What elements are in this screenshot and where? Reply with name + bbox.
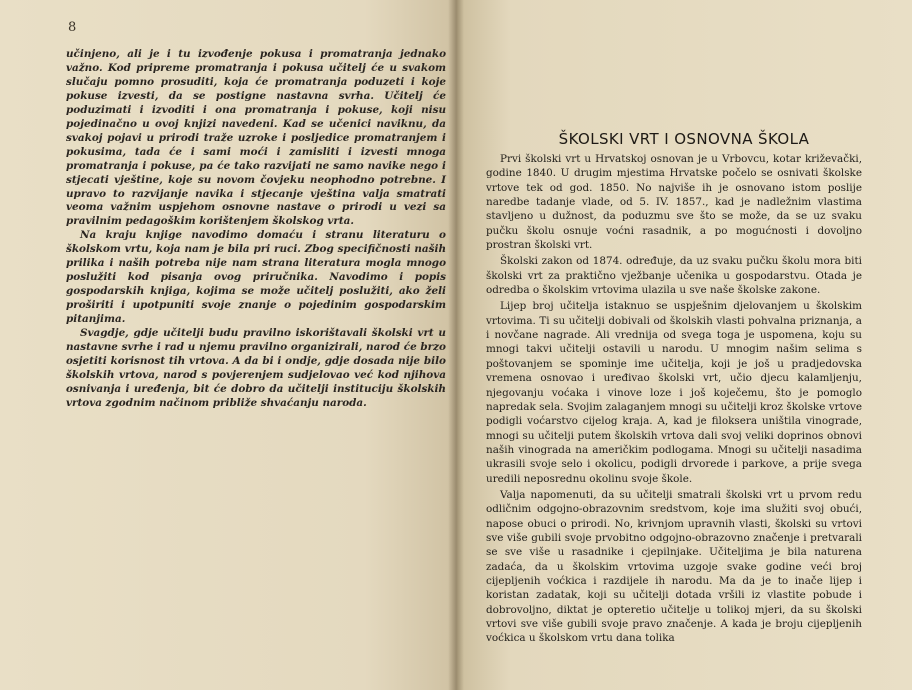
left-page-text — [66, 48, 446, 411]
right-page-text — [486, 152, 862, 646]
left-paragraph: Svagdje, gdje učitelji budu pravilno iskorištavali školski vrt u nastavne svrhe i rad u njemu pravilno organizirali, narod će brzo osjetiti korisnost tih vrtova. A da bi i ondje, gdje dosada nije bilo školskih vrtova, narod s povjerenjem sudjelovao već kod njihova osnivanja i uređenja, bit će dobro da učitelji instituciju školskih vrtova zgodnim načinom približe shvaćanju naroda. — [66, 327, 446, 409]
right-paragraph: Valja napomenuti, da su učitelji smatrali školski vrt u prvom redu odličnim odgojno-obrazovnim sredstvom, koje ima služiti svoj obući, napose obuci o prirodi. No, krivnjom upravnih vlasti, školski su vrtovi sve više gubili svoje prvobitno odgojno-obrazovno značenje i pretvarali se sve više u rasadnike i cjepilnjake. Učiteljima je bila naturena zadaća, da u školskim vrtovima uzgoje svake godine veći broj cijepljenih voćkica i razdijele ih narodu. Ma da je to inače lijep i koristan zadatak, koji su učitelji dotada vršili iz vlastite pobude i dobrovoljno, diktat je opteretio učitelje u tolikoj mjeri, da su školski vrtovi sve više gubili svoje pravo značenje. A kada je broju cijepljenih voćkica u školskom vrtu dana tolika — [486, 488, 862, 645]
left-paragraph: učinjeno, ali je i tu izvođenje pokusa i promatranja jednako važno. Kod pripreme promatranja i pokusa učitelj će u svakom slučaju pomno prosuditi, koja će promatranja poduzeti i koje pokuse izvesti, da se postigne nastavna svrha. Učitelj će poduzimati i izvoditi i ona promatranja i pokuse, koji nisu pojedinačno u ovoj knjizi navedeni. Kad se učenici naviknu, da svakoj pojavi u prirodi traže uzroke i posljedice promatranjem i pokusima, tada će i sami moći i zamisliti i izvesti mnoga promatranja i pokuse, pa će tako razvijati ne samo navike nego i stjecati vještine, koje su novom čovjeku neophodno potrebne. I upravo to razvijanje navika i stjecanje vještina valja smatrati veoma važnim uspjehom osnovne nastave o prirodi u vezi sa pravilnim pedagoškim korištenjem školskog vrta. — [66, 48, 446, 228]
right-paragraph: Školski zakon od 1874. određuje, da uz svaku pučku školu mora biti školski vrt za praktično vježbanje učenika u gospodarstvu. Otada je odredba o školskim vrtovima ulazila u sve naše školske zakone. — [486, 255, 862, 297]
right-paragraph: Lijep broj učitelja istaknuo se uspješnim djelovanjem u školskim vrtovima. Ti su učitelji dobivali od školskih vlasti pohvalna priznanja, a i novčane nagrade. Ali vrednija od svega toga je uspomena, koju su mnogi takvi učitelji ostavili u narodu. U mnogim našim selima s poštovanjem se spominje ime učitelja, koji je još u pradjedovska vremena osnovao i uređivao školski vrt, učio djecu kalamljenju, njegovanju voćaka i vinove loze i još koječemu, što je pomoglo napredak sela. Svojim zalaganjem mnogi su učitelji kroz školske vrtove podigli voćarstvo cijelog kraja. A, kad je filoksera uništila vinograde, mnogi su učitelji putem školskih vrtova dali svoj veliki doprinos obnovi naših vinograda na američkim podlogama. Mnogi su učitelji nasadima ukrasili svoje selo i okolicu, podigli drvorede i parkove, a prije svega uredili neposrednu okolinu svoje škole. — [486, 300, 862, 485]
left-paragraph: Na kraju knjige navodimo domaću i stranu literaturu o školskom vrtu, koja nam je bila pri ruci. Zbog specifičnosti naših prilika i naših potreba nije nam strana literatura mogla mnogo poslužiti kod pisanja ovog priručnika. Navodimo i popis gospodarskih knjiga, kojima se može učitelj poslužiti, ako želi proširiti i upotpuniti svoje znanje o pojedinim gospodarskim pitanjima. — [66, 229, 446, 326]
chapter-title: ŠKOLSKI VRT I OSNOVNA ŠKOLA — [558, 130, 810, 148]
page-number: 8 — [68, 20, 77, 35]
right-paragraph: Prvi školski vrt u Hrvatskoj osnovan je u Vrbovcu, kotar križevački, godine 1840. U drugim mjestima Hrvatske počelo se osnivati školske vrtove tek od god. 1850. No najviše ih je osnovano istom poslije naredbe tadanje vlade, od 5. IV. 1857., kad je nadležnim vlastima stavljeno u dužnost, da poduzmu sve što se može, da se uz svaku pučku školu osnuje voćni rasadnik, a po mogućnosti i dovoljno prostran školski vrt. — [486, 153, 862, 252]
book-gutter — [448, 0, 464, 690]
